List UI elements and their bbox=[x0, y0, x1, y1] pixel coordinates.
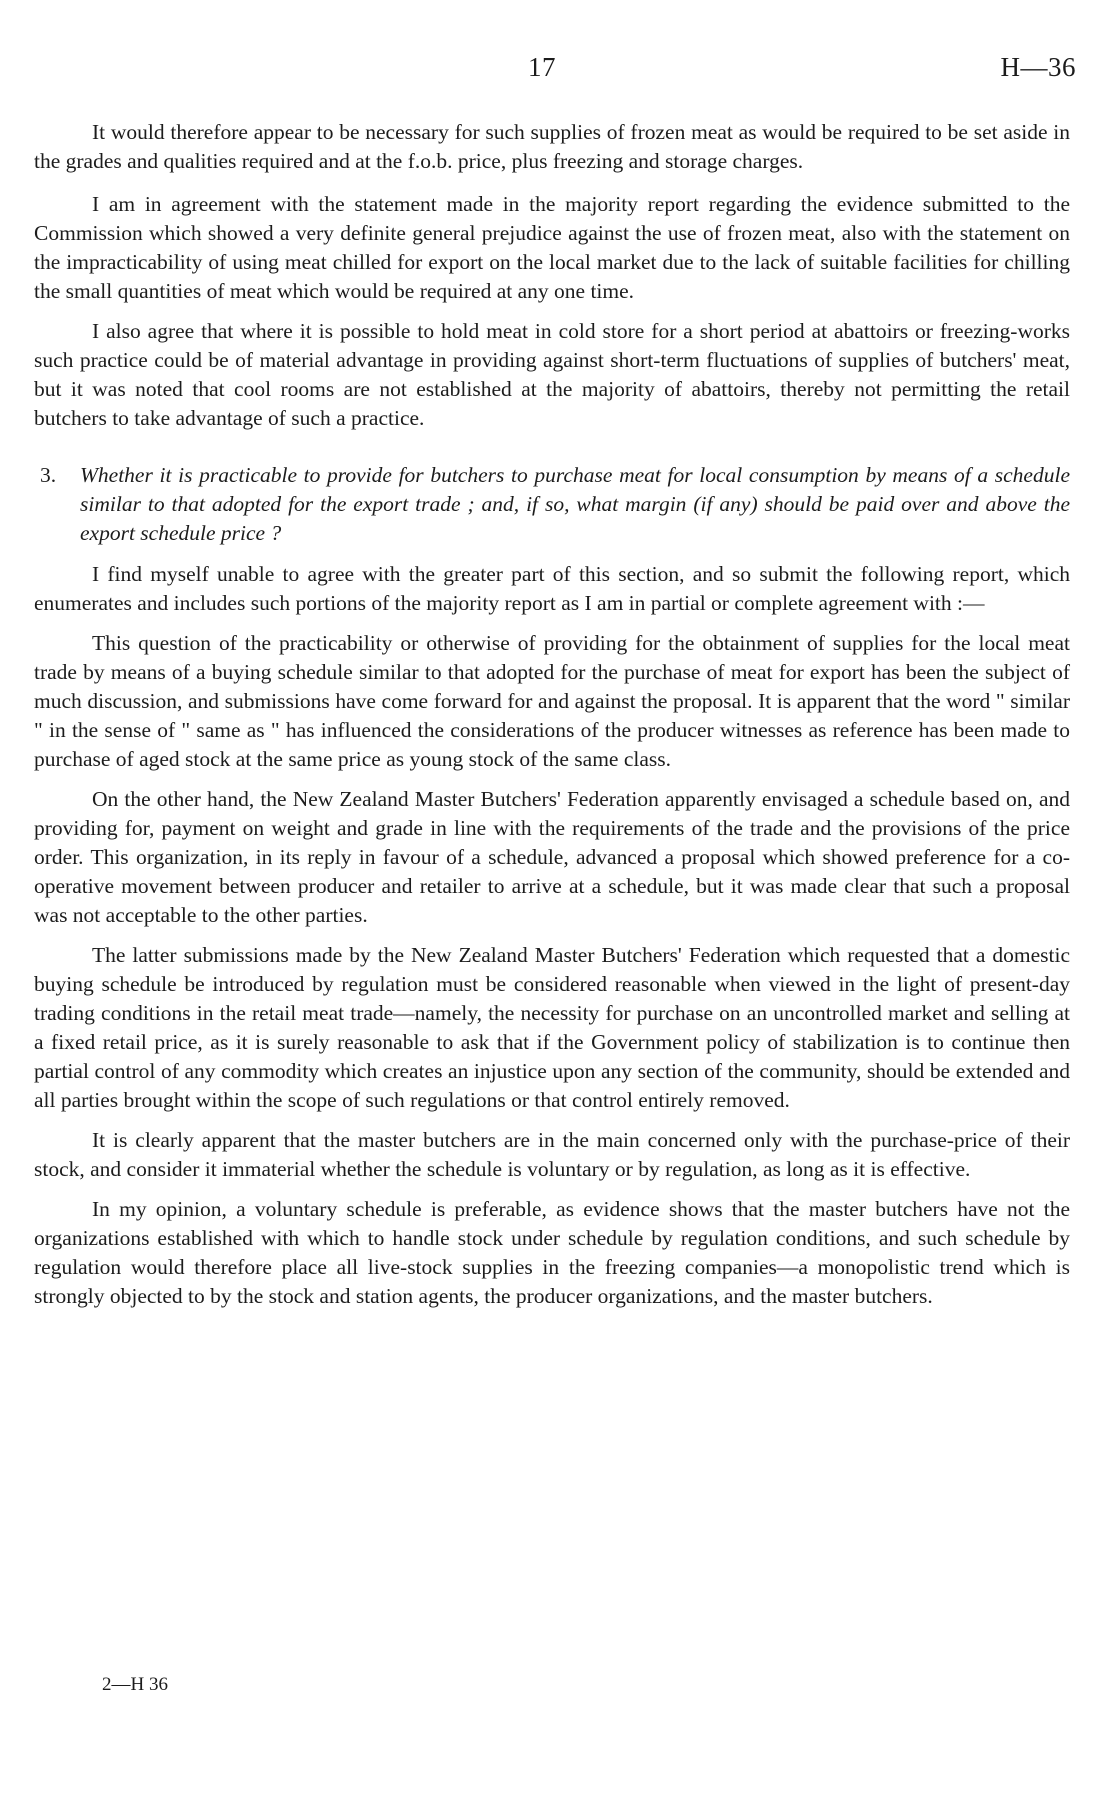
section-3-heading bbox=[34, 461, 1070, 548]
paragraph-cold-store: I also agree that where it is possible to hold meat in cold store for a short period at abattoirs or freezing-works such practice could be of material advantage in providing against short-term fluctuations of supplies of butchers' meat, but it was noted that cool rooms are not established at the majority of abattoirs, thereby not permitting the retail butchers to take advantage of such a practice. bbox=[34, 319, 1070, 430]
paragraph-frozen-meat-supplies: It would therefore appear to be necessary for such supplies of frozen meat as would be required to be set aside in the grades and qualities required and at the f.o.b. price, plus freezing and storage charges. bbox=[34, 120, 1070, 173]
footer-signature-reference: 2—H 36 bbox=[102, 1674, 168, 1695]
paragraph-disagreement: I find myself unable to agree with the greater part of this section, and so submit the following report, which enumerates and includes such portions of the majority report as I am in partial or complete agreement with :— bbox=[34, 562, 1070, 615]
document-reference: H—36 bbox=[1000, 52, 1076, 82]
paragraph-practicability: This question of the practicability or otherwise of providing for the obtainment of supplies for the local meat trade by means of a buying schedule similar to that adopted for the purchase of meat for export has been the subject of much discussion, and submissions have come forward for and against the proposal. It is apparent that the word " similar " in the sense of " same as " has influenced the considerations of the producer witnesses as reference has been made to purchase of aged stock at the same price as young stock of the same class. bbox=[34, 631, 1070, 771]
paragraph-voluntary-schedule: In my opinion, a voluntary schedule is preferable, as evidence shows that the master butchers have not the organizations established with which to handle stock under schedule by regulation conditions, and such schedule by regulation would therefore place all live-stock supplies in the freezing companies—a monopolistic trend which is strongly objected to by the stock and station agents, the producer organizations, and the master butchers. bbox=[34, 1197, 1070, 1308]
paragraph-domestic-schedule: The latter submissions made by the New Zealand Master Butchers' Federation which requested that a domestic buying schedule be introduced by regulation must be considered reasonable when viewed in the light of present-day trading conditions in the retail meat trade—namely, the necessity for purchase on an uncontrolled market and selling at a fixed retail price, as it is surely reasonable to ask that if the Government policy of stabilization is to continue then partial control of any commodity which creates an injustice upon any section of the community, should be extended and all parties brought within the scope of such regulations or that control entirely removed. bbox=[34, 943, 1070, 1112]
body-text bbox=[34, 118, 1070, 1322]
paragraph-purchase-price: It is clearly apparent that the master butchers are in the main concerned only with the purchase-price of their stock, and consider it immaterial whether the schedule is voluntary or by regulation, as long as it is effective. bbox=[34, 1128, 1070, 1181]
paragraph-frozen-meat-prejudice: I am in agreement with the statement made in the majority report regarding the evidence submitted to the Commission which showed a very definite general prejudice against the use of frozen meat, also with the statement on the impracticability of using meat chilled for export on the local market due to the lack of suitable facilities for chilling the small quantities of meat which would be required at any one time. bbox=[34, 192, 1070, 303]
page-number: 17 bbox=[528, 52, 556, 82]
page-header bbox=[0, 52, 1114, 92]
paragraph-master-butchers-federation: On the other hand, the New Zealand Master Butchers' Federation apparently envisaged a schedule based on, and providing for, payment on weight and grade in line with the requirements of the trade and the provisions of the price order. This organization, in its reply in favour of a schedule, advanced a proposal which showed preference for a co-operative movement between producer and retailer to arrive at a schedule, but it was made clear that such a proposal was not acceptable to the other parties. bbox=[34, 787, 1070, 927]
section-number: 3. bbox=[40, 463, 57, 487]
section-question: Whether it is practicable to provide for butchers to purchase meat for local consumption by means of a schedule similar to that adopted for the export trade ; and, if so, what margin (if any) should be paid over and above the export schedule price ? bbox=[80, 463, 1070, 545]
